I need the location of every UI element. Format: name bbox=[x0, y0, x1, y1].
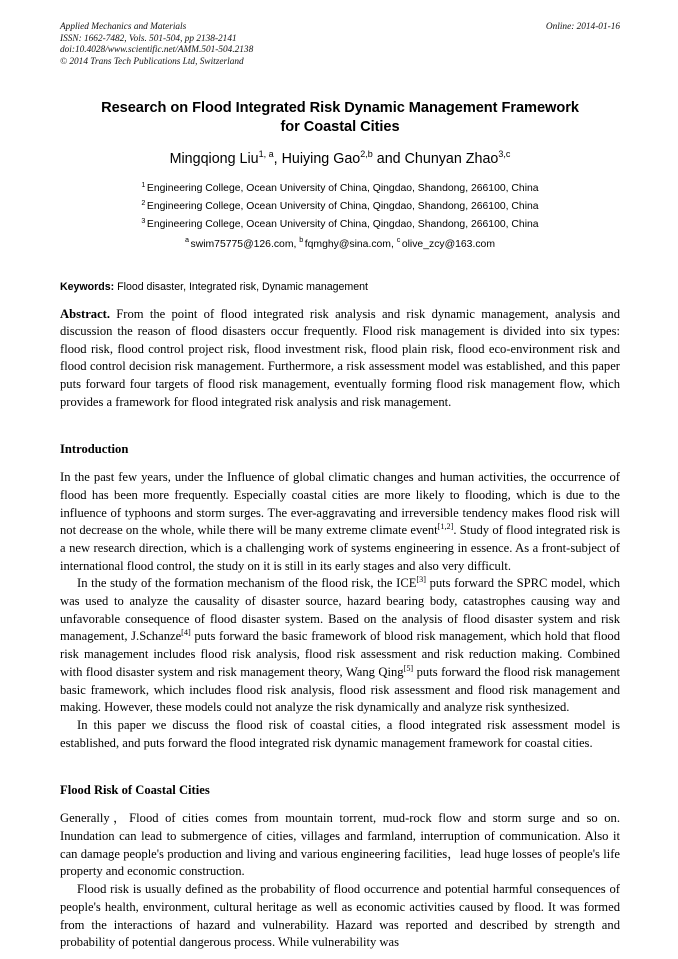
intro-p2-part-a: In the study of the formation mechanism of the flood risk, the ICE bbox=[77, 576, 417, 591]
abstract-text: From the point of flood integrated risk analysis and risk dynamic management, analysis and discussion the reason of flood disasters occur frequently. Flood risk management is divided into six types: flood risk, flood control project risk, flood investment risk, flood plain risk, flood eco-environment risk and flood control decision risk management. Furthermore, a risk assessment model was established, and this paper puts forward four targets of flood risk management, eventually forming flood risk management flow, which provides a framework for flood integrated risk analysis and risk management. bbox=[60, 306, 620, 409]
affiliation-3 bbox=[60, 216, 620, 234]
intro-p2-part-b: puts forward the SPRC model, which was used to analyze the causality of disaster source, hazard bearing body, catastrophes causing way and unfavorable consequence of flood disaster system. Based on the analysis of flood disaster system and risk management, J.Schanze bbox=[60, 576, 621, 644]
masthead-left bbox=[60, 22, 480, 68]
citation-ref-4[interactable]: [4] bbox=[181, 628, 191, 638]
intro-paragraph-2 bbox=[60, 575, 620, 717]
author-3-marker: 3,c bbox=[498, 149, 511, 160]
affiliation-2-text: Engineering College, Ocean University of China, Qingdao, Shandong, 266100, China bbox=[146, 201, 539, 213]
citation-ref-1-2[interactable]: [1,2] bbox=[437, 522, 454, 532]
keywords-label: Keywords: bbox=[60, 280, 115, 293]
intro-p2-part-c: puts forward the basic framework of blood risk management, which hold that flood risk management includes flood risk analysis, flood risk assessment and risk reduction making. Combined with flood disaster system and risk management theory, Wang Qing bbox=[60, 629, 620, 679]
affiliation-2 bbox=[60, 198, 620, 216]
author-sep-1: , bbox=[273, 151, 282, 168]
title-line-2: for Coastal Cities bbox=[280, 119, 400, 136]
affiliation-3-text: Engineering College, Ocean University of China, Qingdao, Shandong, 266100, China bbox=[146, 218, 539, 230]
affiliation-1-marker: 1 bbox=[141, 179, 146, 189]
page-title bbox=[60, 99, 620, 137]
abstract-block bbox=[60, 306, 620, 412]
author-1-marker: 1, a bbox=[258, 149, 274, 160]
author-2-name: Huiying Gao bbox=[281, 151, 361, 168]
author-3-name: Chunyan Zhao bbox=[404, 151, 499, 168]
author-1-name: Mingqiong Liu bbox=[169, 151, 259, 168]
affiliation-1-text: Engineering College, Ocean University of China, Qingdao, Shandong, 266100, China bbox=[146, 183, 539, 195]
section-heading-introduction: Introduction bbox=[60, 442, 129, 457]
affiliation-3-marker: 3 bbox=[141, 215, 146, 225]
journal-name: Applied Mechanics and Materials bbox=[60, 22, 187, 32]
email-2-marker: b bbox=[299, 235, 304, 245]
author-2-marker: 2,b bbox=[360, 149, 373, 160]
issn-line: ISSN: 1662-7482, Vols. 501-504, pp 2138-2141 bbox=[60, 33, 237, 44]
intro-p2-part-d: puts forward the flood risk management basic framework, which includes flood risk analysis, flood risk assessment and flood risk management and making. However, these models could not analyze the risk dynamically and analyze risk synthesized. bbox=[60, 664, 621, 715]
email-3[interactable]: olive_zcy@163.com bbox=[401, 238, 495, 250]
affiliation-list bbox=[60, 180, 620, 233]
author-list bbox=[60, 150, 620, 168]
copyright-line: © 2014 Trans Tech Publications Ltd, Switzerland bbox=[60, 56, 244, 67]
affiliation-1 bbox=[60, 180, 620, 198]
abstract-label: Abstract. bbox=[60, 306, 111, 321]
page-content bbox=[60, 22, 620, 952]
author-sep-2: and bbox=[372, 151, 405, 168]
keywords-line bbox=[60, 280, 620, 294]
email-1-marker: a bbox=[185, 235, 190, 245]
flood-risk-paragraph-2: Flood risk is usually defined as the probability of flood occurrence and potential harmful consequences of people's health, environment, cultural heritage as well as economic activities caused by flood. It was formed from the interactions of hazard and vulnerability. Hazard was reported and described by strength and probability of potential dangerous process. While vulnerability was bbox=[60, 882, 620, 950]
intro-p1-part-a: In the past few years, under the Influence of global climatic changes and human activities, the occurrence of flood has been more frequently. Especially coastal cities are more likely to flooding, which is due to the influence of typhoons and storm surges. The ever-aggravating and irreversible tendency makes flood risk will not decrease on the whole, while there will be many extreme climate event bbox=[60, 470, 620, 538]
email-3-marker: c bbox=[396, 235, 401, 245]
intro-paragraph-1 bbox=[60, 469, 620, 575]
intro-paragraph-3: In this paper we discuss the flood risk of coastal cities, a flood integrated risk assessment model is established, and puts forward the flood integrated risk dynamic management framework for coastal cities. bbox=[60, 717, 620, 750]
email-2[interactable]: fqmghy@sina.com, bbox=[304, 238, 394, 250]
intro-p1-part-b: . Study of flood integrated risk is a new research direction, which is a challenging work of systems engineering in essence. As a front-subject of international flood control, the study on it is still in its early stages and also very difficult. bbox=[60, 523, 620, 573]
keywords-text: Flood disaster, Integrated risk, Dynamic management bbox=[114, 280, 368, 293]
email-list bbox=[60, 236, 620, 254]
citation-ref-5[interactable]: [5] bbox=[403, 663, 414, 673]
doi-line: doi:10.4028/www.scientific.net/AMM.501-504.2138 bbox=[60, 45, 254, 56]
section-heading-flood-risk: Flood Risk of Coastal Cities bbox=[60, 783, 210, 798]
flood-risk-paragraph-1: Generally，Flood of cities comes from mountain torrent, mud-rock flow and storm surge and so on. Inundation can lead to submergence of cities, villages and farmland, interruption of communication. Also it can damage people's production and living and various engineering facilities，lead huge losses of people's life property and economic construction. bbox=[60, 811, 620, 879]
affiliation-2-marker: 2 bbox=[141, 197, 146, 207]
title-line-1: Research on Flood Integrated Risk Dynamic Management Framework bbox=[101, 100, 579, 117]
email-1[interactable]: swim75775@126.com, bbox=[190, 238, 297, 250]
masthead bbox=[60, 22, 620, 68]
citation-ref-3[interactable]: [3] bbox=[416, 575, 426, 585]
online-date: Online: 2014-01-16 bbox=[545, 22, 620, 32]
